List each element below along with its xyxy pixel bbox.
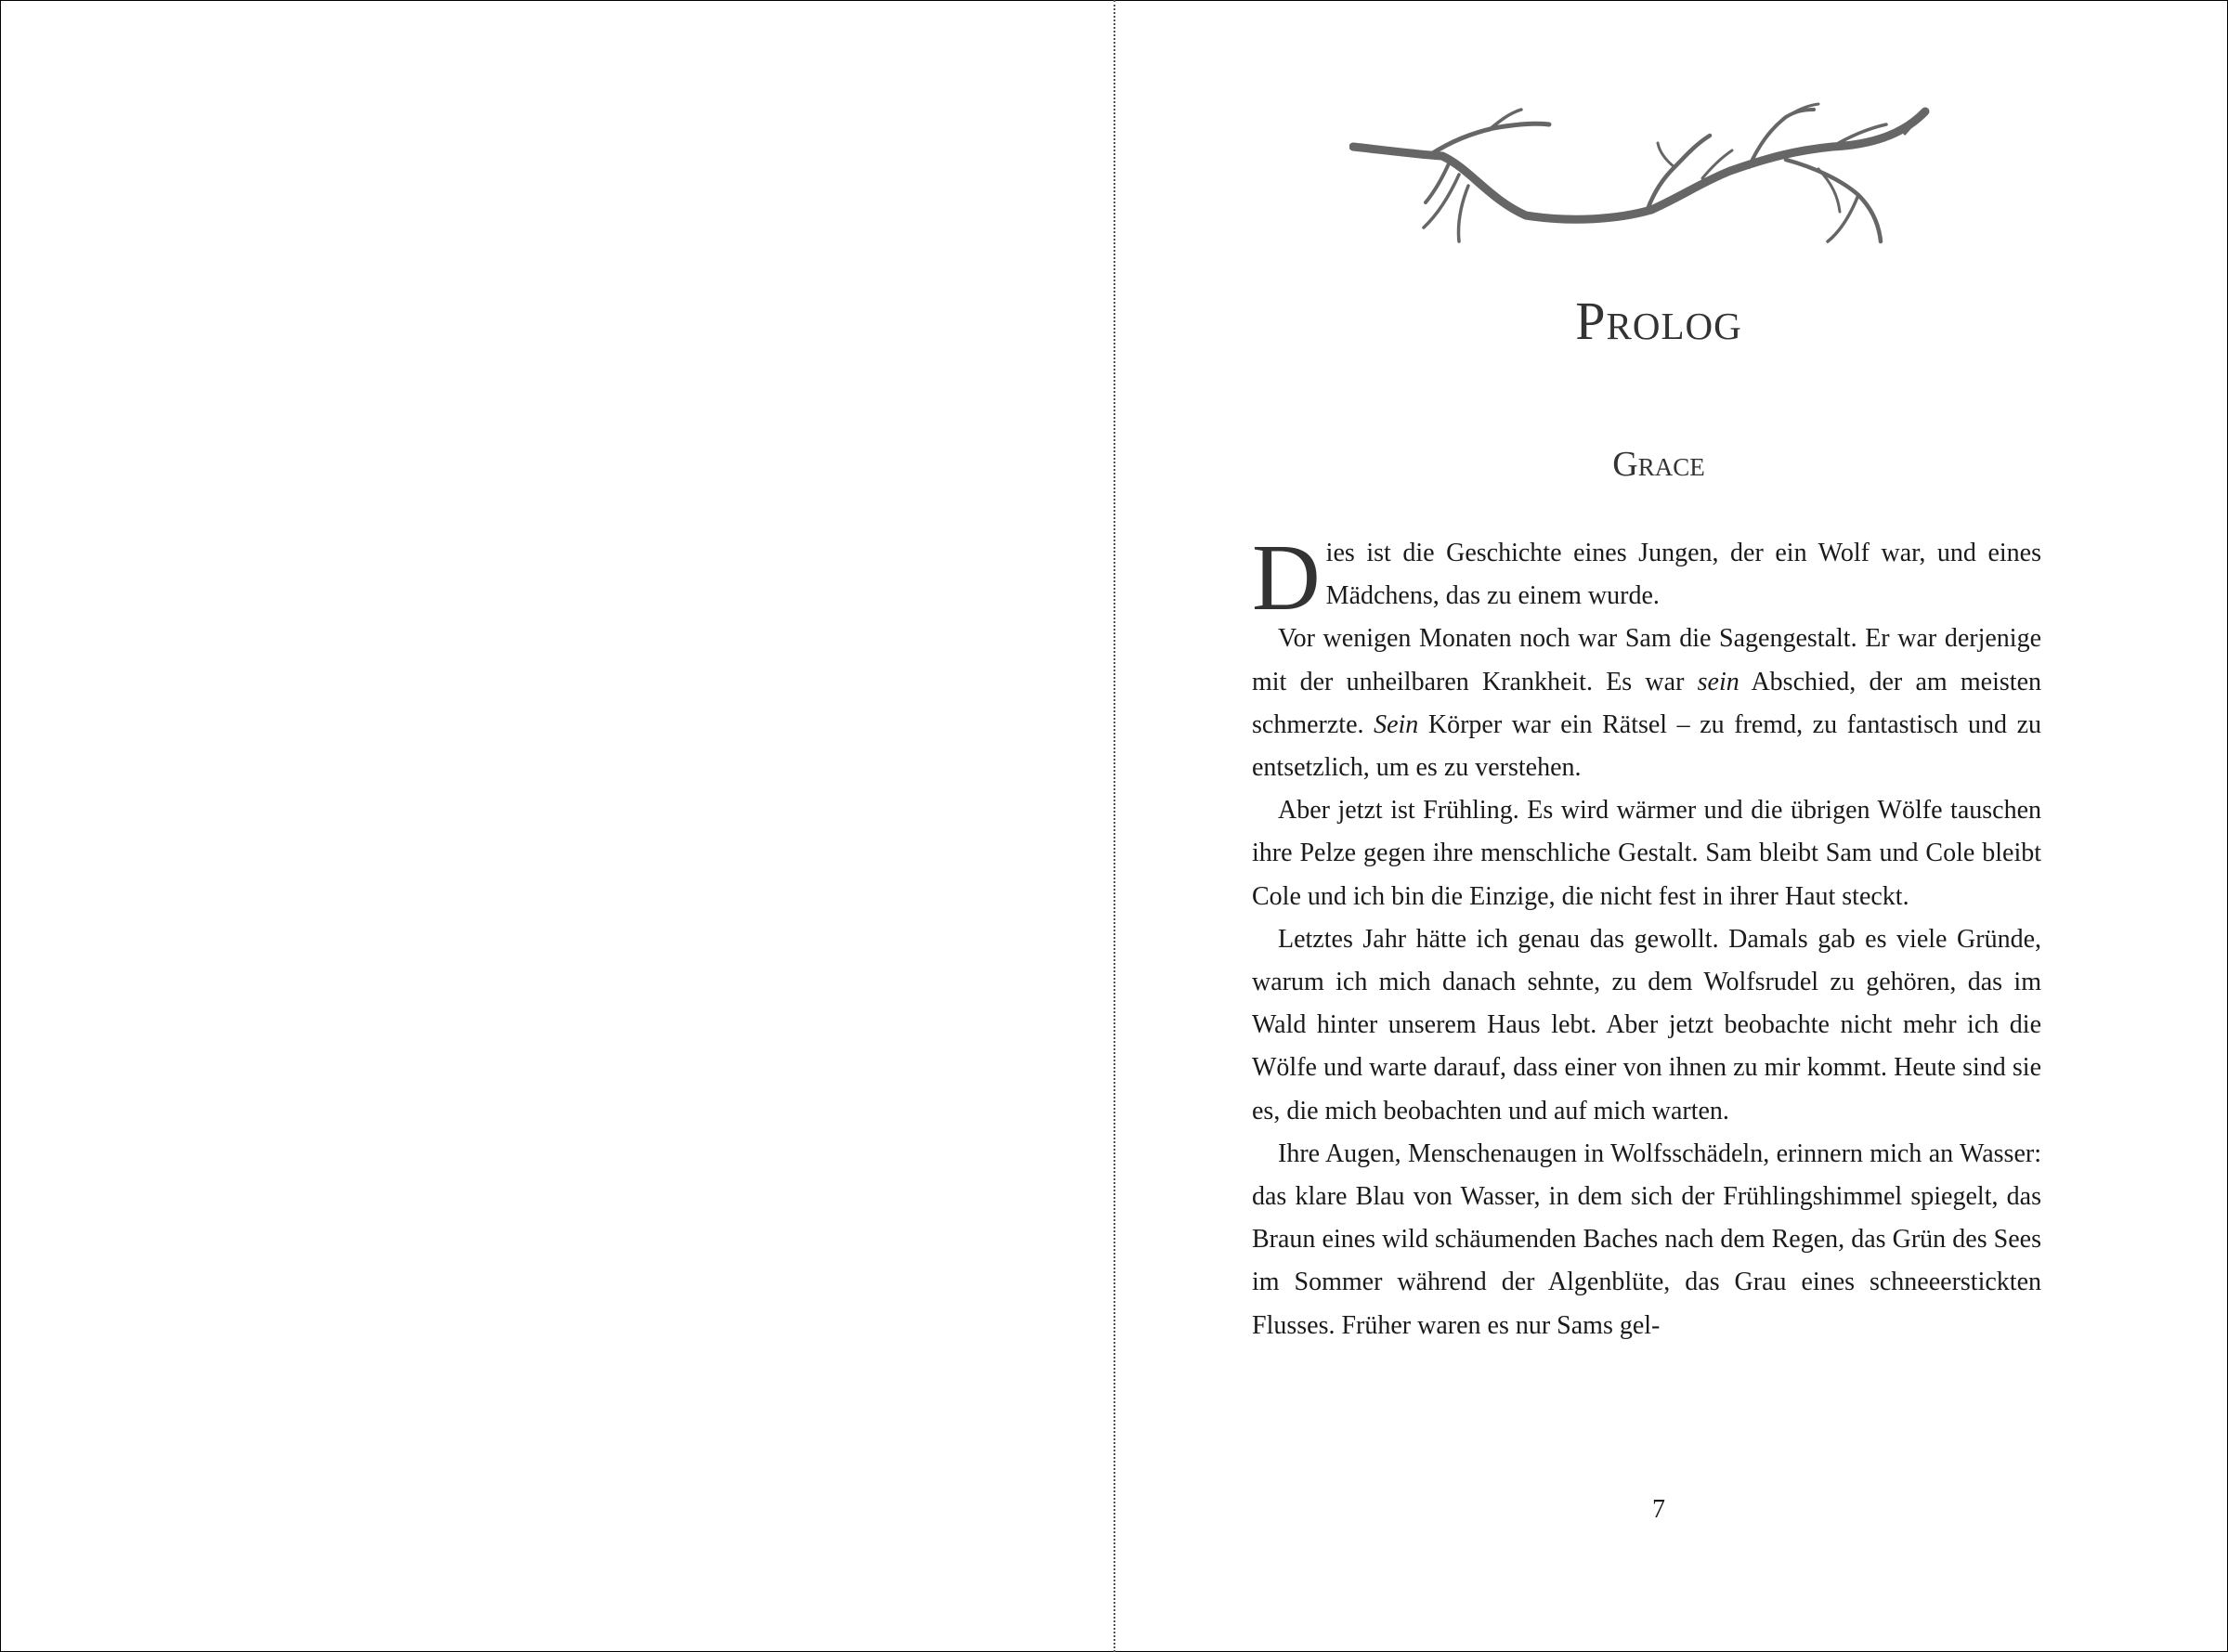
paragraph: Letztes Jahr hätte ich genau das gewollt. Damals gab es viele Gründe, warum ich mich danach sehnte, zu dem Wolfsrudel zu gehören, das im Wald hinter unserem Haus lebt. Aber jetzt beobachte nicht mehr ich die Wölfe und warte darauf, dass einer von ihnen zu mir kommt. Heute sind sie es, die mich beobachten und auf mich warten. [1252, 924, 2041, 1125]
page-number: 7 [1652, 1495, 1665, 1524]
chapter-title: Prolog [1575, 291, 1742, 351]
paragraph: Vor wenigen Monaten noch war Sam die Sagengestalt. Er war derjenige mit der unheilbaren Krankheit. Es war sein Abschied, der am meisten schmerzte. Sein Körper war ein Rätsel – zu fremd, zu fantastisch und zu entsetzlich, um es zu verstehen. [1252, 624, 2041, 783]
paragraph: Aber jetzt ist Frühling. Es wird wärmer und die übrigen Wölfe tauschen ihre Pelze gegen ihre menschliche Gestalt. Sam bleibt Sam und Cole bleibt Cole und ich bin die Einzige, die nicht fest in ihrer Haut steckt. [1252, 796, 2041, 911]
paragraph: Ihre Augen, Menschenaugen in Wolfsschädeln, erinnern mich an Wasser: das klare Blau von Wasser, in dem sich der Frühlingshimmel spiegelt, das Braun eines wild schäumenden Baches nach dem Regen, das Grün des Sees im Sommer während der Algenblüte, das Grau eines schneeerstickten Flusses. Früher waren es nur Sams gel- [1252, 1138, 2041, 1340]
right-page [1115, 0, 2228, 1652]
paragraph: Dies ist die Geschichte eines Jungen, der ein Wolf war, und eines Mädchens, das zu einem wurde. [1252, 526, 2041, 631]
branch-icon [1349, 102, 1953, 251]
body-text [1252, 526, 2041, 1347]
emphasis: sein [1697, 667, 1739, 696]
drop-cap: D [1252, 526, 1321, 631]
section-narrator-name: Grace [1612, 445, 1705, 484]
emphasis: Sein [1374, 709, 1419, 739]
